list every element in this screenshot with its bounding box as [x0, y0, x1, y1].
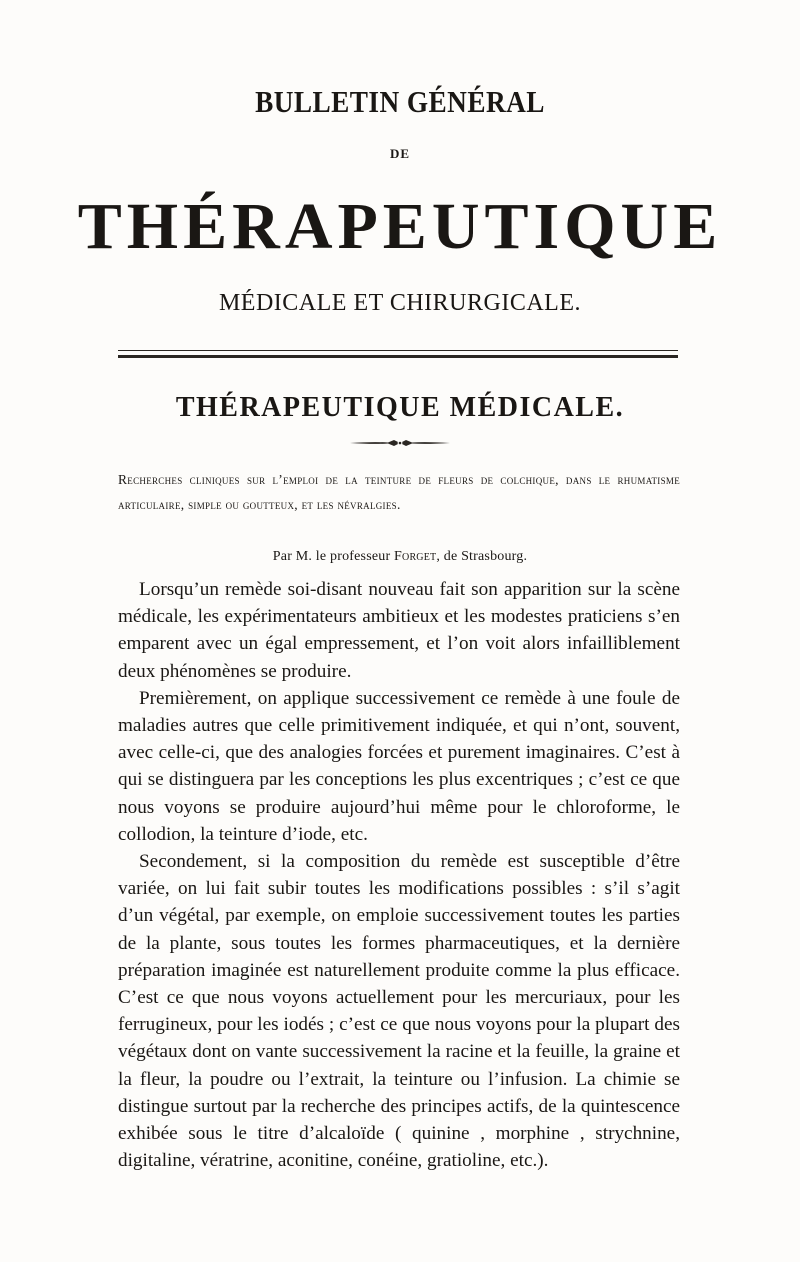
- author-prefix: Par M. le professeur: [272, 549, 391, 564]
- double-rule-divider: [118, 350, 678, 358]
- article-body: [118, 576, 680, 1174]
- author-suffix: , de Strasbourg.: [436, 549, 528, 564]
- paragraph: Lorsqu’un remède soi-disant nouveau fait son apparition sur la scène médicale, les expérimentateurs ambitieux et les modestes praticiens s’en emparent avec un égal empressement, et l’on voit alors infailliblement deux phénomènes se produire.: [118, 579, 680, 682]
- journal-title: BULLETIN GÉNÉRAL: [255, 84, 545, 119]
- section-title: THÉRAPEUTIQUE MÉDICALE.: [175, 392, 625, 423]
- paragraph: Premièrement, on applique successivement ce remède à une foule de maladies autres que celle primitivement indiquée, et qui n’ont, souvent, avec celle-ci, que des analogies forcées et purement imaginaires. C’est à qui se distinguera par les conceptions les plus excentriques ; c’est ce que nous voyons se produire aujourd’hui même pour le chloroforme, le collodion, la teinture d’iode, etc.: [118, 687, 680, 845]
- journal-main-title: THÉRAPEUTIQUE: [77, 190, 723, 263]
- article-heading: Recherches cliniques sur l’emploi de la teinture de fleurs de colchique, dans le rhumatisme articulaire, simple ou goutteux, et les névralgies.: [118, 472, 680, 512]
- paragraph: Secondement, si la composition du remède est susceptible d’être variée, on lui fait subir toutes les modifications possibles : s’il s’agit d’un végétal, par exemple, on emploie successivement toutes les parties de la plante, sous toutes les formes pharmaceutiques, et la dernière préparation imaginée est naturellement produite comme la plus efficace. C’est ce que nous voyons actuellement pour les mercuriaux, pour les ferrugineux, pour les iodés ; c’est ce que nous voyons pour la plupart des végétaux dont on vante successivement la racine et la feuille, la graine et la fleur, la poudre ou l’extrait, la teinture ou l’infusion. La chimie se distingue surtout par la recherche des principes actifs, de la quintescence exhibée sous le titre d’alcaloïde ( quinine , morphine , strychnine, digitaline, vératrine, aconitine, conéine, gratioline, etc.).: [118, 851, 680, 1172]
- article-author: [0, 549, 800, 565]
- journal-title-connector: DE: [389, 146, 411, 161]
- ornament-divider-icon: [348, 437, 452, 449]
- author-name: Forget: [394, 549, 437, 564]
- journal-subtitle: MÉDICALE ET CHIRURGICALE.: [218, 290, 582, 316]
